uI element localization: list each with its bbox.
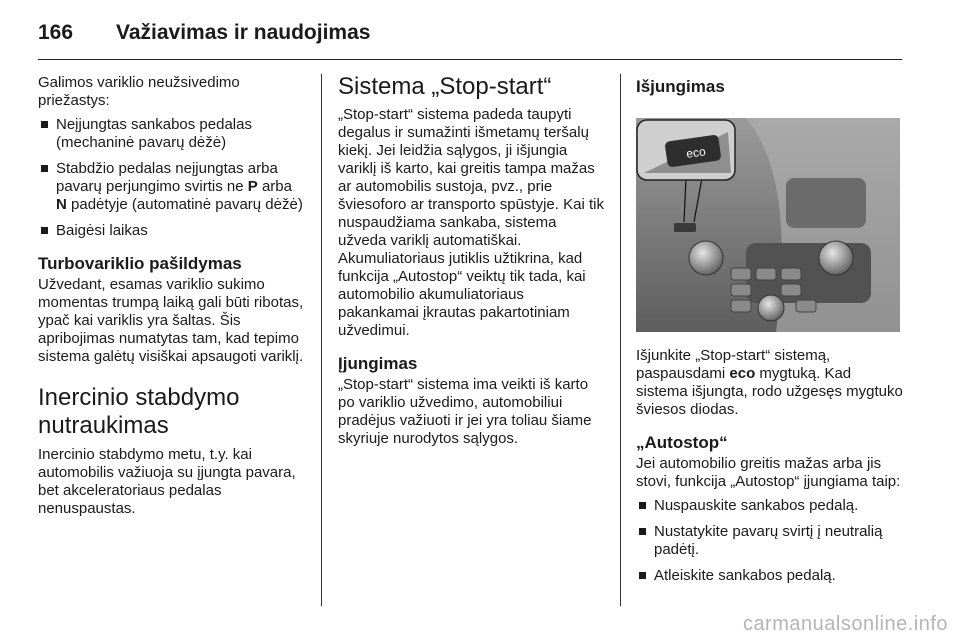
eco-label: eco (685, 144, 707, 161)
activation-heading: Įjungimas (338, 354, 418, 373)
gear-p-label: P (247, 178, 258, 195)
eco-keyword: eco (729, 365, 756, 382)
autostop-text: Jei automobilio greitis mažas arba jis stovi, funkcija „Autostop“ įjungiama taip: (636, 455, 901, 490)
list-item: Nustatykite pavarų svirtį į neutralią padėtį. (636, 523, 904, 559)
page-header (38, 16, 370, 50)
stop-start-text: „Stop-start“ sistema padeda taupyti degalus ir sumažinti išmetamų teršalų kiekį. Jei leidžia sąlygos, ji išjungia variklį iš karto, kai greitis tampa mažas ar automobilis sustoja, pvz., prie šviesoforo ar transporto spūstyje. Kai tik nuspaudžiama sankaba, sistema užveda variklį automatiškai. Akumuliatoriaus jutiklis užtikrina, kad funkcija „Autostop“ veiktų tik tada, kai automobilio akumuliatoriaus pakankamai įkrautas pakartotiniam užvedimui. (338, 106, 604, 339)
autostop-steps (636, 497, 904, 585)
list-item: Atleiskite sankabos pedalą. (636, 567, 904, 585)
column-left (38, 74, 306, 524)
column-divider (321, 74, 322, 606)
tuning-knob-icon (819, 241, 853, 275)
dashboard-eco-button-illustration (636, 118, 900, 332)
deactivation-heading: Išjungimas (636, 77, 725, 96)
watermark: carmanualsonline.info (742, 613, 948, 635)
intro-text: Galimos variklio neužsivedimo priežastys: (38, 74, 240, 109)
gear-n-label: N (56, 196, 67, 213)
column-right (636, 74, 904, 593)
column-divider (620, 74, 621, 606)
turbo-heading: Turbovariklio pašildymas (38, 254, 242, 273)
deactivation-text: Išjunkite „Stop-start“ sistemą, paspausdami eco mygtuką. Kad sistema išjungta, rodo užgesęs mygtuko šviesos diodas. (636, 347, 903, 418)
page-number: 166 (38, 21, 74, 44)
chapter-title: Važiavimas ir naudojimas (116, 21, 371, 44)
inertia-heading: Inercinio stabdymo nutraukimas (38, 384, 240, 439)
small-eco-button-icon (674, 223, 696, 232)
list-item: Baigėsi laikas (38, 222, 306, 240)
list-item: Neįjungtas sankabos pedalas (mechaninė pavarų dėžė) (38, 116, 306, 152)
autostop-heading: „Autostop“ (636, 433, 728, 452)
inertia-text: Inercinio stabdymo metu, t.y. kai automobilis važiuoja su įjungta pavara, bet akceleratoriaus pedalas nenuspaustas. (38, 446, 296, 517)
list-item: Stabdžio pedalas neįjungtas arba pavarų perjungimo svirtis ne P arba N padėtyje (automatinė pavarų dėžė) (38, 160, 306, 214)
cause-list (38, 116, 306, 240)
header-divider (38, 59, 902, 60)
column-middle (338, 74, 606, 454)
list-item: Nuspauskite sankabos pedalą. (636, 497, 904, 515)
turbo-text: Užvedant, esamas variklio sukimo momentas trumpą laiką gali būti ribotas, ypač kai variklis yra šaltas. Šis apribojimas numatytas tam, kad tepimo sistema galėtų visiškai apsaugoti variklį. (38, 276, 304, 365)
section-title: Sistema „Stop-start“ (338, 73, 552, 100)
volume-knob-icon (689, 241, 723, 275)
activation-text: „Stop-start“ sistema ima veikti iš karto po variklio užvedimo, automobiliui pradėjus važiuoti ir jei yra toliau šiame skyriuje nurodytos sąlygos. (338, 376, 592, 447)
control-knob-icon (758, 295, 784, 321)
